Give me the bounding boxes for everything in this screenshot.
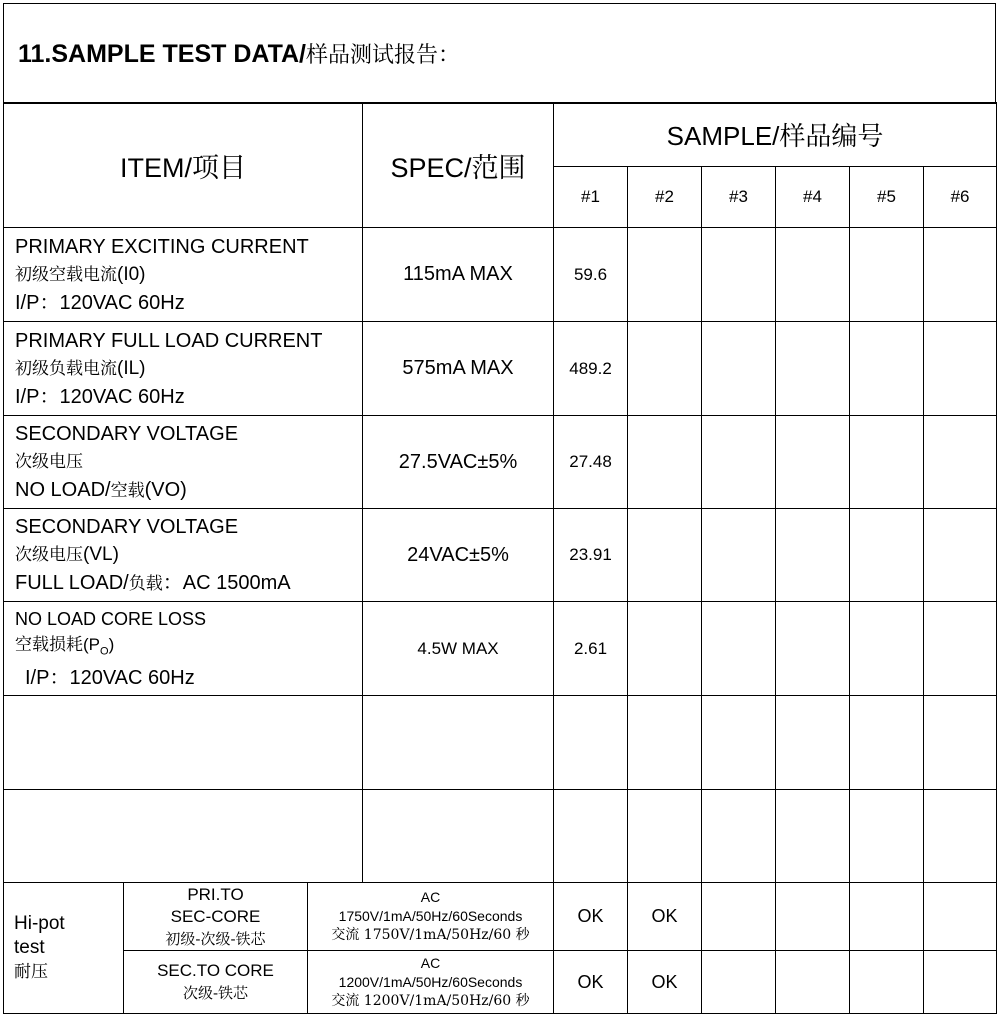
hipot-condition-2: 1200V/1mA/50Hz/60Seconds [338,973,523,990]
empty-cell [554,790,628,883]
sample-number: #2 [628,167,702,228]
empty-row [4,696,997,790]
sample-number: #3 [702,167,776,228]
sample-value: 27.48 [554,416,628,509]
item-line-2-cn: 次级电压 [15,451,83,472]
hipot-target [124,883,308,951]
table-row [4,602,997,696]
empty-cell [850,790,924,883]
sample-value [924,509,997,602]
item-cell [4,228,363,322]
item-line-3-tail: (VO) [144,478,187,501]
title-en: 11.SAMPLE TEST DATA/ [18,40,307,68]
item-line-2-en: (P [83,635,100,655]
item-line-2-cn: 次级电压 [15,544,83,565]
item-line-3-tail: ：AC 1500mA [162,571,291,594]
item-line-1: PRIMARY EXCITING CURRENT [15,235,309,258]
sample-value [850,509,924,602]
hipot-target-cn: 初级-次级-铁芯 [165,929,266,948]
sample-value [702,509,776,602]
hipot-label-cn: 耐压 [14,962,48,982]
hipot-row [4,883,997,951]
sample-value: 59.6 [554,228,628,322]
spec-cell: 4.5W MAX [363,602,554,696]
empty-cell [776,696,850,790]
hipot-result [924,951,997,1014]
item-line-1: SECONDARY VOLTAGE [15,515,239,538]
item-line-2 [15,541,362,569]
sample-value: 489.2 [554,322,628,416]
sample-number: #4 [776,167,850,228]
empty-cell [4,790,363,883]
sample-value [924,416,997,509]
hipot-condition [308,951,554,1014]
hipot-label-en-2: test [14,937,45,958]
hipot-condition-1: AC [420,889,441,905]
hipot-result [850,883,924,951]
spec-header-cn: 范围 [471,152,526,184]
title-cn: 样品测试报告： [306,43,461,68]
item-cell [4,509,363,602]
item-line-3: I/P：120VAC 60Hz [25,666,195,689]
item-line-1: PRIMARY FULL LOAD CURRENT [15,329,323,352]
header-row-1 [4,103,997,167]
table-row [4,416,997,509]
hipot-condition-2: 1750V/1mA/50Hz/60Seconds [338,908,523,924]
item-line-3 [15,569,362,598]
sample-value [850,228,924,322]
hipot-result [850,951,924,1014]
hipot-result [924,883,997,951]
item-line-2-en: (VL) [83,543,119,565]
spec-cell: 115mA MAX [363,228,554,322]
empty-cell [924,696,997,790]
item-header [4,103,363,228]
sample-value: 23.91 [554,509,628,602]
empty-cell [850,696,924,790]
hipot-result [776,883,850,951]
sample-value [850,416,924,509]
empty-row [4,790,997,883]
hipot-target [124,951,308,1014]
sample-value [776,509,850,602]
spec-cell: 575mA MAX [363,322,554,416]
empty-cell [4,696,363,790]
item-header-cn: 项目 [192,152,246,184]
item-line-1: NO LOAD CORE LOSS [15,609,207,630]
hipot-result [702,951,776,1014]
hipot-result: OK [628,951,702,1014]
hipot-result: OK [628,883,702,951]
sample-header-en: SAMPLE/ [666,121,780,151]
empty-cell [628,790,702,883]
spec-header-en: SPEC/ [390,152,472,183]
item-line-2-close: ) [108,635,115,655]
sample-value [776,416,850,509]
sample-value [702,322,776,416]
item-line-3: I/P：120VAC 60Hz [15,385,185,408]
item-line-3-en: FULL LOAD/ [15,571,129,594]
item-line-3-en: NO LOAD/ [15,478,111,501]
item-cell [4,416,363,509]
sample-header-cn: 样品编号 [779,122,884,152]
test-data-table [3,102,997,1014]
empty-cell [702,790,776,883]
sample-value [776,602,850,696]
hipot-condition-1: AC [420,954,441,971]
sample-value [628,509,702,602]
hipot-row [4,951,997,1014]
item-line-2 [15,632,362,664]
hipot-label [4,883,124,1014]
sample-number: #5 [850,167,924,228]
item-header-en: ITEM/ [120,152,192,183]
sample-number: #6 [924,167,997,228]
item-line-2-cn: 空载损耗 [15,635,83,656]
item-line-1: SECONDARY VOLTAGE [15,422,239,445]
item-line-3-cn: 空载 [110,480,145,501]
sample-value [702,602,776,696]
empty-cell [628,696,702,790]
sample-value [628,602,702,696]
sample-value [850,602,924,696]
item-cell [4,322,363,416]
spec-cell: 27.5VAC±5% [363,416,554,509]
empty-cell [702,696,776,790]
page-title [18,38,460,69]
empty-cell [554,696,628,790]
item-line-2-cn: 初级空载电流 [15,264,117,285]
item-line-2-en: (IL) [117,357,146,379]
sample-number: #1 [554,167,628,228]
item-line-3-cn: 负载 [128,573,163,594]
sample-value [776,322,850,416]
hipot-target-cn: 次级-铁芯 [182,984,249,1002]
item-line-2-sub: O [100,645,109,658]
sample-value: 2.61 [554,602,628,696]
hipot-target-en-1: SEC.TO CORE [157,961,274,980]
sample-value [924,228,997,322]
item-cell [4,602,363,696]
table-row [4,228,997,322]
sample-value [850,322,924,416]
sample-value [628,228,702,322]
item-line-2 [15,261,362,289]
sample-value [702,416,776,509]
hipot-condition-3: 交流 1200V/1mA/50Hz/60 秒 [331,992,530,1009]
item-line-2 [15,355,362,383]
empty-cell [924,790,997,883]
hipot-result [702,883,776,951]
sample-value [628,416,702,509]
sample-value [776,228,850,322]
hipot-target-en-1: PRI.TO [187,884,244,904]
item-line-2 [15,448,362,476]
sample-header [554,103,997,167]
table-row [4,509,997,602]
hipot-target-en-2: SEC-CORE [170,906,261,926]
hipot-result: OK [554,883,628,951]
spec-header [363,103,554,228]
item-line-2-en: (I0) [117,263,146,285]
empty-cell [363,790,554,883]
item-line-3: I/P：120VAC 60Hz [15,291,185,314]
hipot-label-en-1: Hi-pot [14,913,65,934]
sample-value [924,322,997,416]
test-data-sheet [3,3,996,1015]
sample-value [702,228,776,322]
hipot-result [776,951,850,1014]
item-line-2-cn: 初级负载电流 [15,358,117,379]
table-row [4,322,997,416]
hipot-condition [308,883,554,951]
sample-value [628,322,702,416]
item-line-3 [15,476,362,505]
empty-cell [363,696,554,790]
title-box [3,3,996,104]
spec-cell: 24VAC±5% [363,509,554,602]
sample-value [924,602,997,696]
empty-cell [776,790,850,883]
hipot-condition-3: 交流 1750V/1mA/50Hz/60 秒 [331,927,530,943]
hipot-result: OK [554,951,628,1014]
